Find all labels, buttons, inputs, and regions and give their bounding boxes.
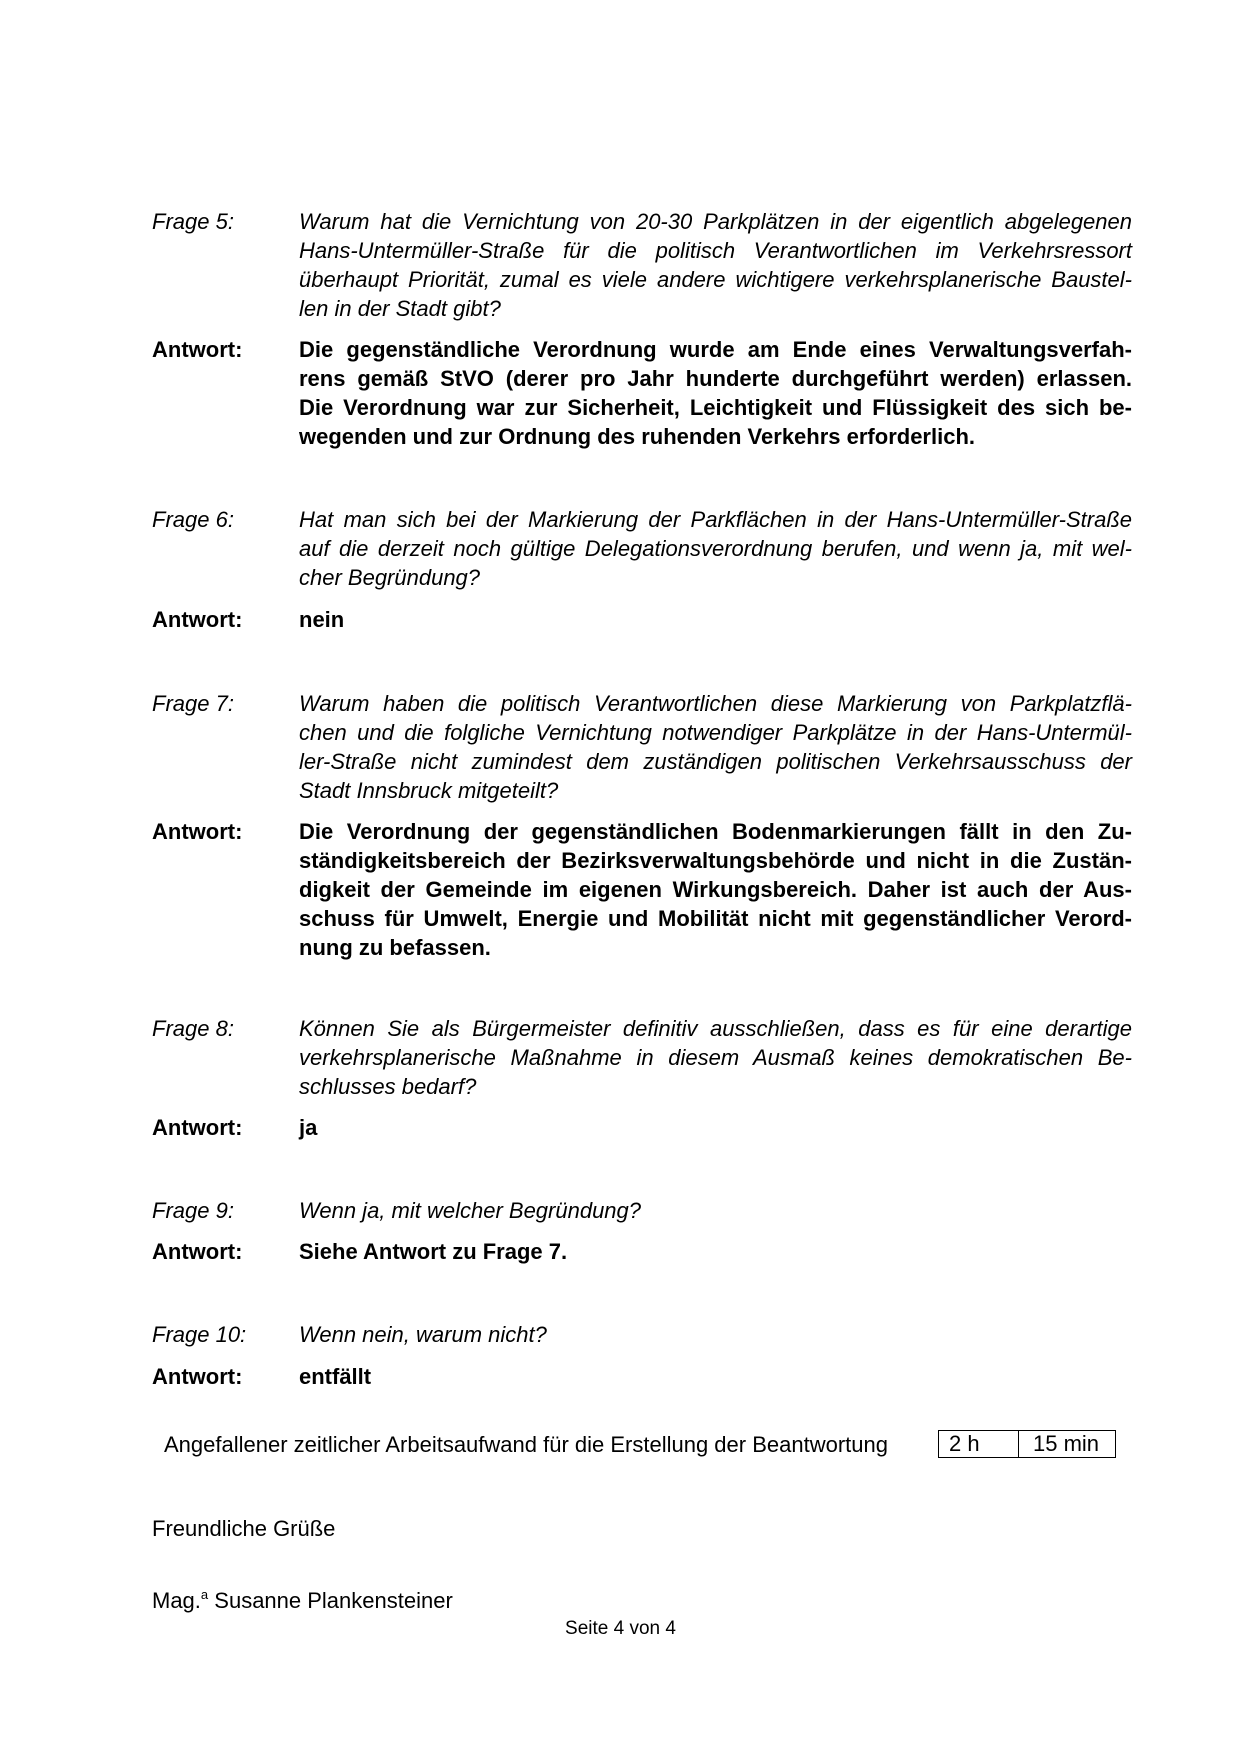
signature-name [152,1587,453,1614]
signature-superscript: a [200,1587,209,1602]
question-line: chen und die folgliche Vernichtung notwendiger Parkplätze in der Hans-Untermül- [299,720,1132,745]
answer-text [299,1362,1132,1391]
question-5 [152,207,1132,323]
question-6 [152,505,1132,592]
question-label: Frage 9: [152,1198,234,1223]
answer-line: wegenden und zur Ordnung des ruhenden Verkehrs erforderlich. [299,424,976,449]
question-line: überhaupt Priorität, zumal es viele andere wichtigere verkehrsplanerische Baustel- [299,267,1132,292]
answer-9 [152,1237,1132,1266]
question-label: Frage 6: [152,507,234,532]
question-line: Wenn ja, mit welcher Begründung? [299,1198,642,1223]
question-line: cher Begründung? [299,565,481,590]
answer-line: Die Verordnung war zur Sicherheit, Leichtigkeit und Flüssigkeit des sich be- [299,395,1132,420]
answer-10 [152,1362,1132,1391]
question-label: Frage 5: [152,209,234,234]
question-text [299,689,1132,805]
effort-minutes: 15 min [1033,1431,1100,1456]
answer-text [299,1237,1132,1266]
answer-line: Die Verordnung der gegenständlichen Bodenmarkierungen fällt in den Zu- [299,819,1132,844]
question-text [299,505,1132,592]
question-line: Warum haben die politisch Verantwortlichen diese Markierung von Parkplatzflä- [299,691,1132,716]
question-line: schlusses bedarf? [299,1074,477,1099]
question-10 [152,1320,1132,1349]
answer-text [299,1113,1132,1142]
question-line: auf die derzeit noch gültige Delegationsverordnung berufen, und wenn ja, mit wel- [299,536,1132,561]
work-effort-table [938,1430,1116,1458]
question-label: Frage 8: [152,1016,234,1041]
answer-line: digkeit der Gemeinde im eigenen Wirkungsbereich. Daher ist auch der Aus- [299,877,1132,902]
answer-text [299,817,1132,962]
question-text [299,207,1132,323]
question-line: Können Sie als Bürgermeister definitiv ausschließen, dass es für eine derartige [299,1016,1132,1041]
closing-greeting: Freundliche Grüße [152,1516,336,1541]
question-label: Frage 7: [152,691,234,716]
signature-fullname: Susanne Plankensteiner [214,1588,453,1613]
question-text [299,1014,1132,1101]
question-label: Frage 10: [152,1322,247,1347]
question-line: Wenn nein, warum nicht? [299,1322,547,1347]
answer-line: entfällt [299,1364,372,1389]
answer-line: Die gegenständliche Verordnung wurde am Ende eines Verwaltungsverfah- [299,337,1132,362]
answer-label: Antwort: [152,1239,243,1264]
answer-line: ja [299,1115,318,1140]
effort-hours: 2 h [939,1431,1019,1457]
answer-label: Antwort: [152,337,243,362]
signature-prefix: Mag. [152,1588,201,1613]
answer-line: nung zu befassen. [299,935,491,960]
answer-line: rens gemäß StVO (derer pro Jahr hunderte durchgeführt werden) erlassen. [299,366,1132,391]
answer-text [299,605,1132,634]
question-line: Stadt Innsbruck mitgeteilt? [299,778,559,803]
question-line: verkehrsplanerische Maßnahme in diesem Ausmaß keines demokratischen Be- [299,1045,1132,1070]
question-9 [152,1196,1132,1225]
answer-text [299,335,1132,451]
question-line: ler-Straße nicht zumindest dem zuständigen politischen Verkehrsausschuss der [299,749,1132,774]
answer-5 [152,335,1132,451]
answer-line: Siehe Antwort zu Frage 7. [299,1239,568,1264]
work-effort-label: Angefallener zeitlicher Arbeitsaufwand für die Erstellung der Beantwortung [164,1432,888,1457]
question-7 [152,689,1132,805]
answer-line: ständigkeitsbereich der Bezirksverwaltungsbehörde und nicht in die Zustän- [299,848,1132,873]
answer-7 [152,817,1132,962]
answer-8 [152,1113,1132,1142]
answer-label: Antwort: [152,1115,243,1140]
question-line: Warum hat die Vernichtung von 20-30 Parkplätzen in der eigentlich abgelegenen [299,209,1132,234]
question-text [299,1196,1132,1225]
answer-6 [152,605,1132,634]
answer-line: schuss für Umwelt, Energie und Mobilität nicht mit gegenständlicher Verord- [299,906,1132,931]
answer-label: Antwort: [152,607,243,632]
page-number: Seite 4 von 4 [565,1618,676,1639]
question-line: len in der Stadt gibt? [299,296,501,321]
answer-label: Antwort: [152,819,243,844]
work-effort-row [164,1430,1124,1460]
question-line: Hat man sich bei der Markierung der Parkflächen in der Hans-Untermüller-Straße [299,507,1132,532]
question-8 [152,1014,1132,1101]
answer-label: Antwort: [152,1364,243,1389]
question-line: Hans-Untermüller-Straße für die politisch Verantwortlichen im Verkehrsressort [299,238,1132,263]
answer-line: nein [299,607,345,632]
question-text [299,1320,1132,1349]
